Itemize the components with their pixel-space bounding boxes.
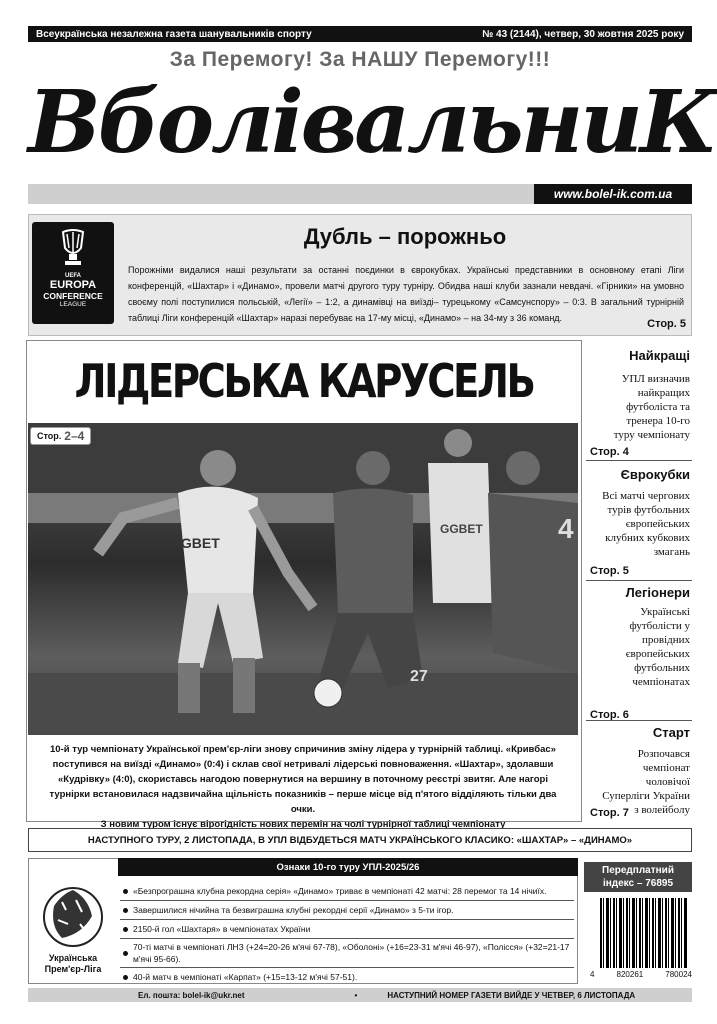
signs-item: «Безпрограшна клубна рекордна серія» «Динамо» триває в чемпіонаті 42 матчі: 28 перемог та 14 нічиїх. — [120, 882, 574, 901]
upl-logo — [32, 882, 114, 982]
sidebar — [586, 340, 692, 822]
signs-item: 2150-й гол «Шахтаря» в чемпіонатах України — [120, 920, 574, 939]
logo-league: LEAGUE — [59, 301, 87, 308]
signs-title: Ознаки 10-го туру УПЛ-2025/26 — [276, 861, 420, 873]
conference-league-logo — [32, 222, 114, 324]
sidebar-title-eurocups: Єврокубки — [620, 467, 690, 482]
sidebar-item-eurocups[interactable] — [586, 461, 692, 581]
signs-item: Завершилися нічийна та безвиграшна клубні рекордні серії «Динамо» з 5-ти ігор. — [120, 901, 574, 920]
upl-name-1: Українська — [48, 953, 98, 963]
main-photo — [28, 423, 578, 735]
barcode-bars — [600, 898, 688, 968]
main-page-ref-label: Стор. — [37, 431, 62, 441]
bullet-icon — [123, 951, 128, 956]
sidebar-ref-start[interactable]: Стор. 7 — [590, 807, 629, 819]
photo-sponsor-left: GGBET — [170, 535, 220, 551]
issue-info: № 43 (2144), четвер, 30 жовтня 2025 року — [482, 28, 684, 40]
subscription-index — [584, 862, 692, 892]
europe-page-ref[interactable]: Стор. 5 — [647, 318, 686, 330]
slogan: За Перемогу! За НАШУ Перемогу!!! — [169, 48, 551, 71]
sidebar-text-best: УПЛ визначив найкращих футболіста та тренера 10-го туру чемпіонату — [613, 373, 690, 441]
sidebar-title-start: Старт — [652, 725, 690, 740]
sidebar-title-best: Найкращі — [629, 348, 690, 363]
website-link[interactable]: www.bolel-ik.com.ua — [553, 187, 673, 201]
photo-number-a: 27 — [410, 668, 428, 685]
signs-item: 40-й матч в чемпіонаті «Карпат» (+15=13-12 м'ячі 57-51). — [120, 968, 574, 986]
europe-body: Порожніми видалися наші результати за останні поєдинки в єврокубках. Українські представники в основному етапі Ліги конференцій, «Шахтар» і «Динамо», провели матчі другого туру турніру. Обидва наші клуби зазнали невдачі. «Гірники» на умовно своєму полі поступилися польській, «Легії» – 1:2, а динамівці на виїзді– турецькому «Самсунспору» – 0:3. В загальний турнірній таблиці Ліги конференцій «Шахтар» наразі перебуває на 17-му місці, «Динамо» – на 34-му з 36 команд. — [128, 265, 684, 323]
barcode — [590, 896, 692, 984]
bullet-icon — [123, 975, 128, 980]
masthead-gray-rule — [28, 184, 534, 204]
tagline: Всеукраїнська незалежна газета шанувальників спорту — [36, 28, 312, 40]
sidebar-title-legionnaires: Легіонери — [625, 585, 690, 600]
sidebar-item-start[interactable] — [586, 721, 692, 821]
main-body-text: 10-й тур чемпіонату Української прем'єр-ліги знову спричинив зміну лідера у турнірній таблиці. «Кривбас» поступився на виїзді «Динамо» (0:4) і склав свої нетривалі лідерські повноваження. «Шахтар», здолавши «Кудрівку» (4:0), скориставсь нагодою повернутися на вершину в поточному реєстрі звитяг. Але нагорі турнірки встановилася надзвичайна щільність показників – перше місце від п'ятого відділяють тільки два очки. — [49, 744, 557, 815]
footer-bullet: • — [354, 990, 358, 1000]
signs-title-bar — [118, 858, 578, 876]
upl-name-2: Прем'єр-Ліга — [44, 964, 102, 974]
sidebar-ref-eurocups[interactable]: Стор. 5 — [590, 565, 629, 577]
signs-list — [120, 882, 574, 982]
footer-next-issue: НАСТУПНИЙ НОМЕР ГАЗЕТИ ВИЙДЕ У ЧЕТВЕР, 6 ЛИСТОПАДА — [387, 990, 636, 1000]
sidebar-ref-legionnaires[interactable]: Стор. 6 — [590, 709, 629, 721]
newspaper-title: ВболівальниК — [28, 72, 716, 173]
main-page-ref-pages: 2–4 — [64, 429, 85, 443]
main-body-last: З новим туром існує вірогідність нових перемін на чолі турнірної таблиці чемпіонату — [100, 819, 506, 830]
subscription-line2: індекс – 76895 — [602, 878, 674, 889]
main-page-ref[interactable] — [30, 427, 91, 445]
main-body — [38, 742, 568, 832]
players-illustration — [28, 423, 578, 735]
footer-bar — [28, 988, 692, 1002]
europe-headline: Дубль – порожньо — [303, 224, 507, 249]
website-bar — [534, 184, 692, 204]
logo-conference: CONFERENCE — [43, 291, 103, 301]
trophy-icon — [53, 228, 93, 270]
photo-sponsor-right: GGBET — [440, 522, 483, 536]
next-round-banner: НАСТУПНОГО ТУРУ, 2 ЛИСТОПАДА, В УПЛ ВІДБУДЕТЬСЯ МАТЧ УКРАЇНСЬКОГО КЛАСИКО: «ШАХТАР» – «ДИНАМО» — [28, 828, 692, 852]
tagline-bar — [28, 26, 692, 42]
bullet-icon — [123, 889, 128, 894]
sidebar-ref-best[interactable]: Стор. 4 — [590, 446, 629, 458]
upl-ball-icon — [42, 886, 104, 948]
logo-uefa: UEFA — [64, 273, 81, 279]
footer-email[interactable]: Ел. пошта: bolel-ik@ukr.net — [138, 990, 245, 1000]
sidebar-text-eurocups: Всі матчі чергових турів футбольних європейських клубних кубкових змагань — [602, 490, 690, 558]
logo-europa: EUROPA — [49, 279, 97, 291]
bullet-icon — [123, 908, 128, 913]
sidebar-text-start: Розпочався чемпіонат чоловічої Суперліги України з волейболу — [602, 748, 690, 816]
photo-number-b: 4 — [558, 513, 574, 544]
barcode-digits: 4 820261 780024 — [590, 970, 692, 979]
sidebar-item-legionnaires[interactable] — [586, 581, 692, 721]
sidebar-text-legionnaires: Українські футболісти у провідних європейських футбольних чемпіонатах — [625, 606, 690, 688]
bullet-icon — [123, 927, 128, 932]
sidebar-item-best[interactable] — [586, 340, 692, 460]
main-headline: ЛІДЕРСЬКА КАРУСЕЛЬ — [74, 354, 534, 408]
subscription-line1: Передплатний — [602, 865, 674, 876]
signs-item: 70-ті матчі в чемпіонаті ЛНЗ (+24=20-26 м'ячі 67-78), «Оболоні» (+16=23-31 м'ячі 46-97), «Полісся» (+32=21-17 м'ячі 95-66). — [120, 939, 574, 968]
